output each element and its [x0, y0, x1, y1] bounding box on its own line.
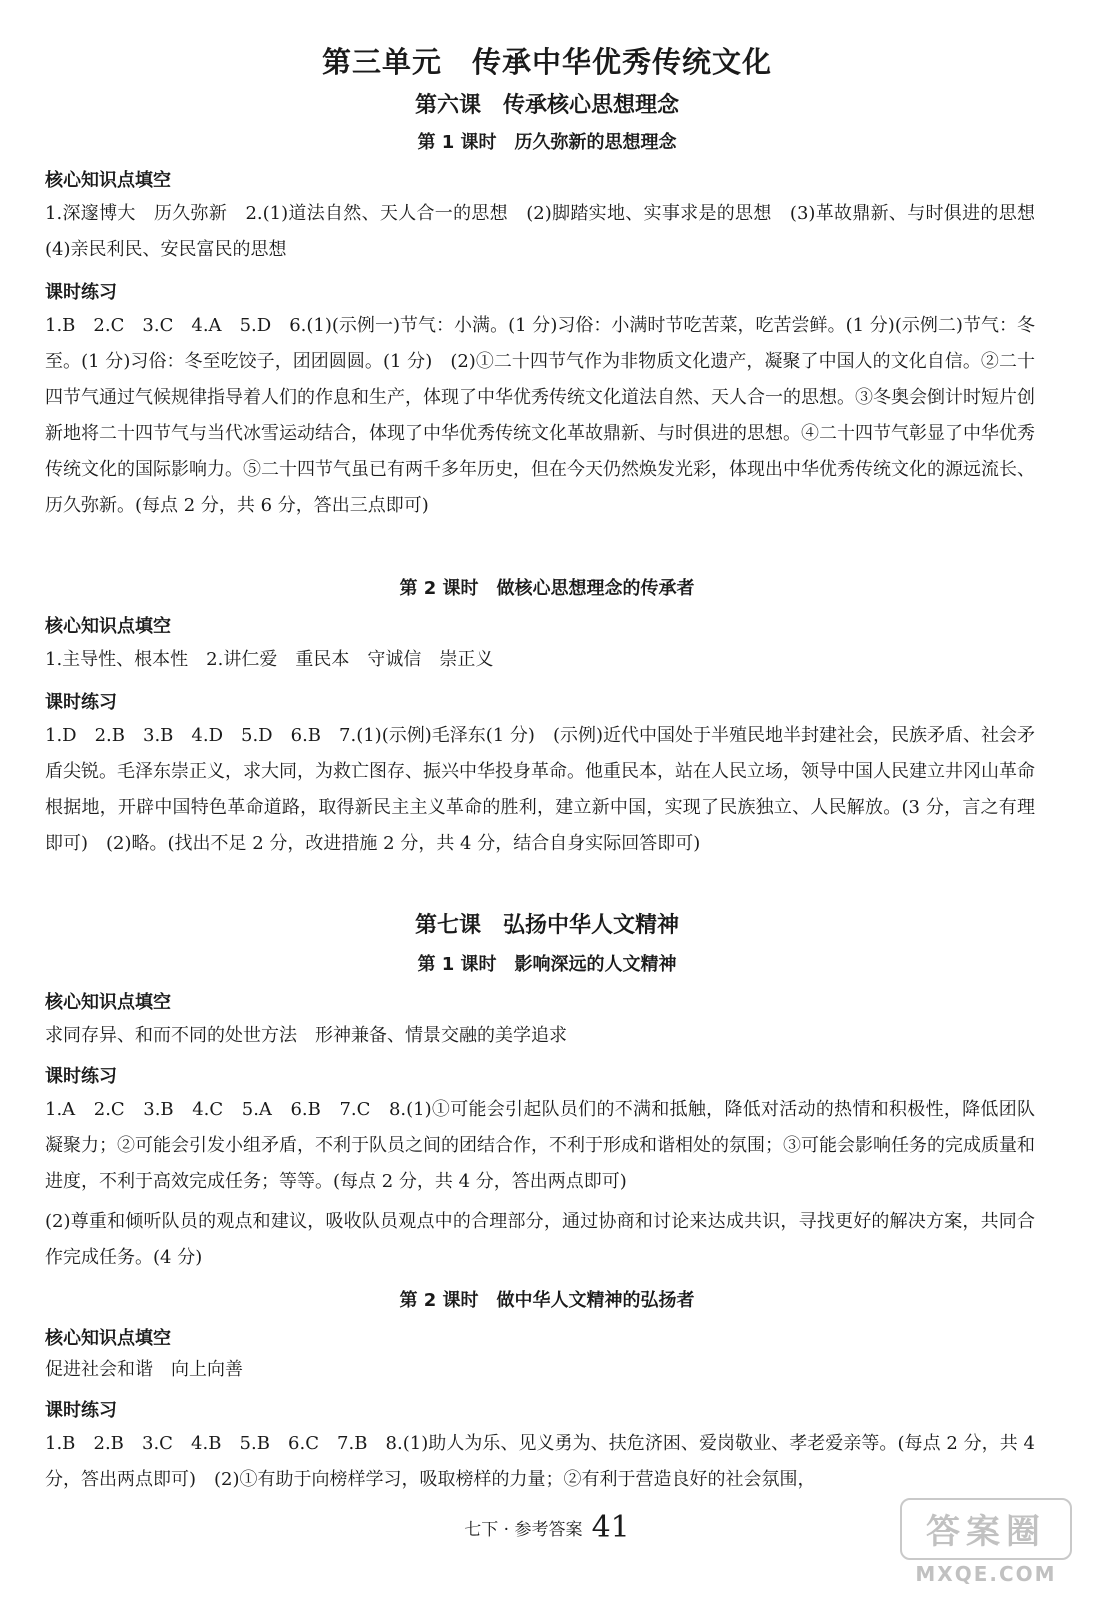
- practice-answers: 1.A 2.C 3.B 4.C 5.A 6.B 7.C 8.(1)①可能会引起队员们的不满和抵触，降低对活动的热情和积极性，降低团队凝聚力；②可能会引发小组矛盾，不利于队员之间的团结合作，不利于形成和谐相处的氛围；③可能会影响任务的完成质量和进度，不利于高效完成任务；等等。(每点 2 分，共 4 分，答出两点即可): [45, 1099, 1035, 1192]
- watermark-title: 答案圈: [926, 1512, 1046, 1552]
- practice-answers: 1.B 2.C 3.C 4.A 5.D 6.(1)(示例一)节气：小满。(1 分)习俗：小满时节吃苦菜，吃苦尝鲜。(1 分)(示例二)节气：冬至。(1 分)习俗：冬至吃饺子，团团圆圆。(1 分) (2)①二十四节气作为非物质文化遗产，凝聚了中国人的文化自信。②二十四节气通过气候规律指导着人们的作息和生产，体现了中华优秀传统文化道法自然、天人合一的思想。③冬奥会倒计时短片创新地将二十四节气与当代冰雪运动结合，体现了中华优秀传统文化革故鼎新、与时俱进的思想。④二十四节气彰显了中华优秀传统文化的国际影响力。⑤二十四节气虽已有两千多年历史，但在今天仍然焕发光彩，体现出中华优秀传统文化的源远流长、历久弥新。(每点 2 分，共 6 分，答出三点即可): [45, 315, 1035, 516]
- section-heading-knowledge: 核心知识点填空: [45, 170, 171, 191]
- footer-label: 七下 · 参考答案: [464, 1520, 583, 1540]
- section-heading-practice: 课时练习: [45, 1400, 117, 1421]
- section-heading-practice: 课时练习: [45, 1066, 117, 1087]
- section-heading-knowledge: 核心知识点填空: [45, 992, 171, 1013]
- lesson-7-title: 第七课 弘扬中华人文精神: [414, 913, 679, 938]
- watermark-url: MXQE.COM: [915, 1562, 1057, 1586]
- section-heading-knowledge: 核心知识点填空: [45, 616, 171, 637]
- knowledge-answers: 求同存异、和而不同的处世方法 形神兼备、情景交融的美学追求: [45, 1025, 567, 1046]
- knowledge-answers: 1.主导性、根本性 2.讲仁爱 重民本 守诚信 崇正义: [45, 649, 494, 670]
- lesson-6-title: 第六课 传承核心思想理念: [414, 93, 679, 118]
- knowledge-answers: 促进社会和谐 向上向善: [45, 1359, 243, 1380]
- lesson-6-period-2-title: 第 2 课时 做核心思想理念的传承者: [399, 578, 695, 599]
- lesson-6-period-1-title: 第 1 课时 历久弥新的思想理念: [417, 132, 677, 153]
- unit-title: 第三单元 传承中华优秀传统文化: [321, 45, 772, 79]
- practice-answers: 1.B 2.B 3.C 4.B 5.B 6.C 7.B 8.(1)助人为乐、见义勇为、扶危济困、爱岗敬业、孝老爱亲等。(每点 2 分，共 4 分，答出两点即可) (2)①有助于向榜样学习，吸取榜样的力量；②有利于营造良好的社会氛围，: [45, 1433, 1035, 1490]
- watermark-logo: [900, 1498, 1072, 1592]
- knowledge-answers: 1.深邃博大 历久弥新 2.(1)道法自然、天人合一的思想 (2)脚踏实地、实事求是的思想 (3)革故鼎新、与时俱进的思想 (4)亲民利民、安民富民的思想: [45, 203, 1053, 260]
- section-heading-practice: 课时练习: [45, 282, 117, 303]
- lesson-7-period-2-title: 第 2 课时 做中华人文精神的弘扬者: [399, 1290, 695, 1311]
- section-heading-knowledge: 核心知识点填空: [45, 1328, 171, 1349]
- page-number: 41: [591, 1510, 630, 1545]
- lesson-7-period-1-title: 第 1 课时 影响深远的人文精神: [417, 954, 677, 975]
- practice-answers: 1.D 2.B 3.B 4.D 5.D 6.B 7.(1)(示例)毛泽东(1 分) (示例)近代中国处于半殖民地半封建社会，民族矛盾、社会矛盾尖锐。毛泽东崇正义，求大同，为救亡图存、振兴中华投身革命。他重民本，站在人民立场，领导中国人民建立井冈山革命根据地，开辟中国特色革命道路，取得新民主主义革命的胜利，建立新中国，实现了民族独立、人民解放。(3 分，言之有理即可) (2)略。(找出不足 2 分，改进措施 2 分，共 4 分，结合自身实际回答即可): [45, 725, 1035, 854]
- practice-answers-part-2: (2)尊重和倾听队员的观点和建议，吸收队员观点中的合理部分，通过协商和讨论来达成共识，寻找更好的解决方案，共同合作完成任务。(4 分): [45, 1211, 1035, 1268]
- section-heading-practice: 课时练习: [45, 692, 117, 713]
